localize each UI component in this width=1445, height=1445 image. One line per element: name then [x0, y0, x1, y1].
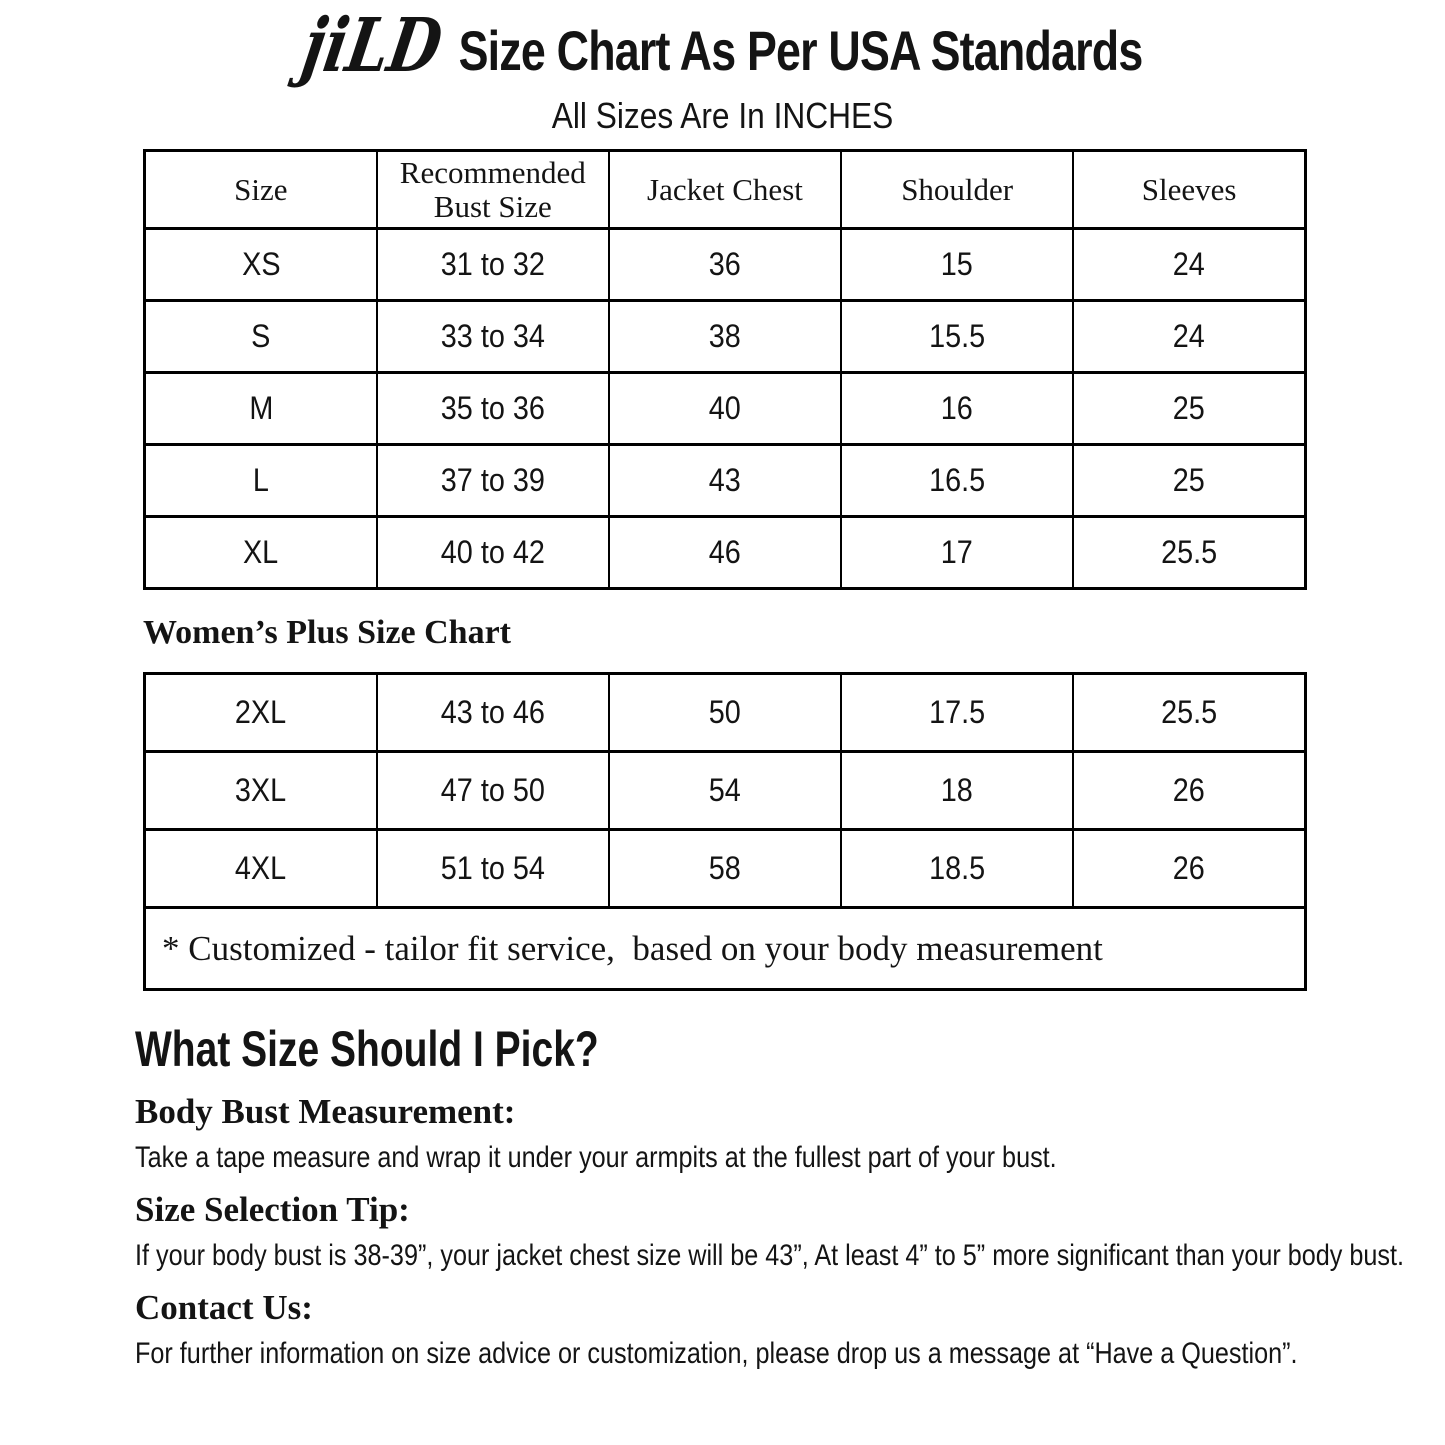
cell-bust [377, 301, 609, 373]
cell-text: 50 [708, 694, 741, 731]
table-row-xl [145, 517, 1306, 589]
cell-jacket-chest [609, 445, 841, 517]
page-title: Size Chart As Per USA Standards [458, 19, 1143, 82]
cell-bust [377, 830, 609, 908]
page-subtitle: All Sizes Are In INCHES [551, 95, 894, 136]
cell-text: 16.5 [929, 462, 986, 499]
standard-size-table [143, 149, 1307, 590]
cell-size [145, 752, 377, 830]
cell-text: L [252, 462, 269, 499]
cell-text: 40 to 42 [440, 534, 545, 571]
cell-text: 35 to 36 [440, 390, 545, 427]
cell-jacket-chest [609, 830, 841, 908]
cell-text: 40 [708, 390, 741, 427]
table-row-2xl [145, 674, 1306, 752]
cell-text: 36 [708, 246, 741, 283]
column-header-bust: Recommended Bust Size [377, 151, 609, 229]
cell-bust [377, 373, 609, 445]
cell-size [145, 517, 377, 589]
cell-shoulder [841, 301, 1073, 373]
cell-text: 33 to 34 [440, 318, 545, 355]
table-note-row [145, 908, 1306, 990]
section-text-body-bust: Take a tape measure and wrap it under your armpits at the fullest part of your bust. [135, 1140, 1057, 1174]
cell-size [145, 674, 377, 752]
cell-text: 17 [941, 534, 974, 571]
cell-text: 15.5 [929, 318, 986, 355]
cell-text: 58 [708, 850, 741, 887]
cell-text: 15 [941, 246, 974, 283]
plus-size-table [143, 672, 1307, 991]
cell-bust [377, 229, 609, 301]
cell-size [145, 373, 377, 445]
cell-size [145, 830, 377, 908]
cell-sleeves [1073, 445, 1305, 517]
column-header-shoulder: Shoulder [841, 151, 1073, 229]
cell-text: 25 [1173, 390, 1206, 427]
column-header-jacket-chest: Jacket Chest [609, 151, 841, 229]
page-header [0, 0, 1445, 137]
table-row-4xl [145, 830, 1306, 908]
section-title-body-bust: Body Bust Measurement: [135, 1091, 516, 1131]
cell-jacket-chest [609, 229, 841, 301]
cell-bust [377, 445, 609, 517]
cell-jacket-chest [609, 373, 841, 445]
cell-text: 2XL [235, 694, 287, 731]
cell-jacket-chest [609, 301, 841, 373]
cell-text: 37 to 39 [440, 462, 545, 499]
cell-sleeves [1073, 229, 1305, 301]
cell-text: 31 to 32 [440, 246, 545, 283]
cell-shoulder [841, 752, 1073, 830]
cell-sleeves [1073, 830, 1305, 908]
cell-text: 17.5 [929, 694, 986, 731]
cell-text: 47 to 50 [440, 772, 545, 809]
cell-text: 26 [1173, 850, 1206, 887]
cell-text: S [251, 318, 271, 355]
cell-text: 43 [708, 462, 741, 499]
cell-text: 51 to 54 [440, 850, 545, 887]
cell-size [145, 229, 377, 301]
cell-shoulder [841, 517, 1073, 589]
cell-size [145, 301, 377, 373]
table-row-xs [145, 229, 1306, 301]
section-text-size-tip: If your body bust is 38-39”, your jacket chest size will be 43”, At least 4” to 5” more significant than your body bust. [135, 1238, 1405, 1272]
cell-bust [377, 752, 609, 830]
cell-sleeves [1073, 517, 1305, 589]
table-row-s [145, 301, 1306, 373]
cell-text: 25 [1173, 462, 1206, 499]
cell-shoulder [841, 674, 1073, 752]
cell-text: 54 [708, 772, 741, 809]
cell-text: 24 [1173, 246, 1206, 283]
cell-sleeves [1073, 373, 1305, 445]
cell-text: XL [243, 534, 279, 571]
cell-bust [377, 674, 609, 752]
cell-text: 25.5 [1161, 534, 1218, 571]
cell-shoulder [841, 229, 1073, 301]
guide-heading: What Size Should I Pick? [135, 1021, 599, 1078]
cell-sleeves [1073, 674, 1305, 752]
cell-shoulder [841, 830, 1073, 908]
cell-text: 43 to 46 [440, 694, 545, 731]
table-row-l [145, 445, 1306, 517]
sizing-guide [135, 1021, 1445, 1373]
table-row-3xl [145, 752, 1306, 830]
section-text-contact: For further information on size advice or customization, please drop us a message at “Have a Question”. [135, 1336, 1298, 1370]
cell-text: 25.5 [1161, 694, 1218, 731]
cell-text: 18 [941, 772, 974, 809]
section-title-contact: Contact Us: [135, 1287, 313, 1327]
customized-note: * Customized - tailor fit service, based on your body measurement [145, 908, 1306, 990]
cell-text: 18.5 [929, 850, 986, 887]
plus-size-heading: Women’s Plus Size Chart [143, 614, 512, 652]
cell-shoulder [841, 373, 1073, 445]
cell-bust [377, 517, 609, 589]
table-row-m [145, 373, 1306, 445]
cell-text: 38 [708, 318, 741, 355]
cell-text: 3XL [235, 772, 287, 809]
cell-text: 4XL [235, 850, 287, 887]
cell-jacket-chest [609, 752, 841, 830]
title-row [145, 3, 1301, 92]
cell-sleeves [1073, 301, 1305, 373]
column-header-size: Size [145, 151, 377, 229]
cell-sleeves [1073, 752, 1305, 830]
cell-text: 26 [1173, 772, 1206, 809]
cell-shoulder [841, 445, 1073, 517]
cell-text: XS [241, 246, 281, 283]
cell-jacket-chest [609, 674, 841, 752]
cell-text: M [248, 390, 273, 427]
cell-text: 46 [708, 534, 741, 571]
cell-jacket-chest [609, 517, 841, 589]
cell-text: 16 [941, 390, 974, 427]
header-row [145, 151, 1306, 229]
column-header-sleeves: Sleeves [1073, 151, 1305, 229]
section-title-size-tip: Size Selection Tip: [135, 1189, 410, 1229]
cell-text: 24 [1173, 318, 1206, 355]
brand-logo: jiLD [296, 3, 448, 89]
cell-size [145, 445, 377, 517]
